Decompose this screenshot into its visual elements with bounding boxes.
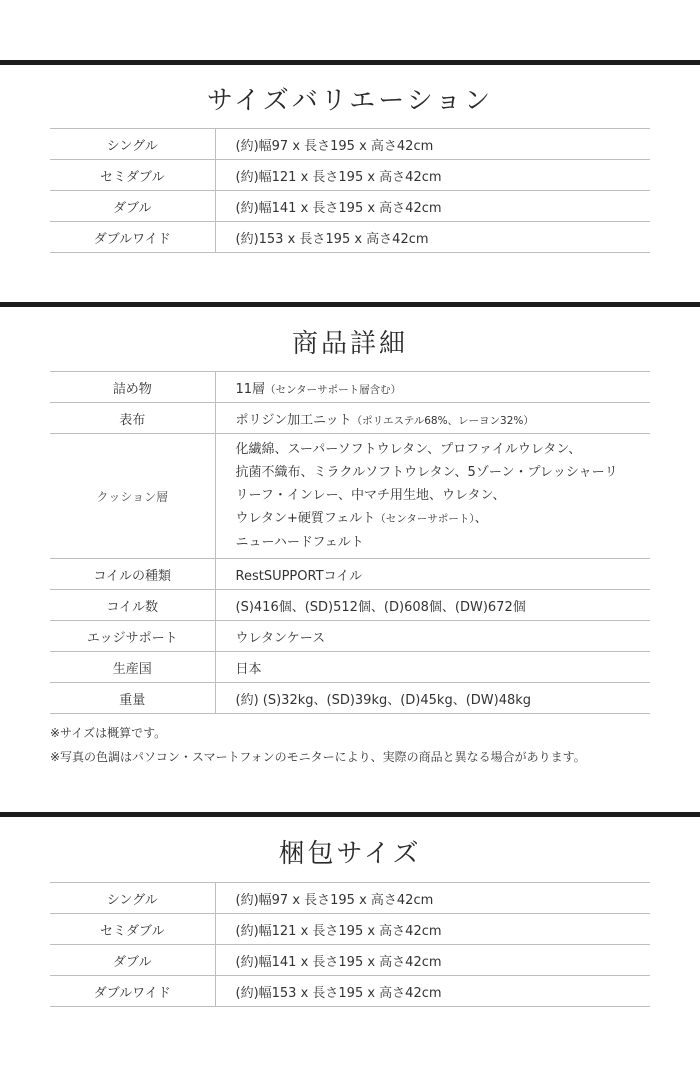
row-label: エッジサポート [50, 621, 215, 652]
row-label: ダブルワイド [50, 222, 215, 253]
value-note: （センターサポート） [375, 513, 475, 525]
row-value: RestSUPPORTコイル [235, 568, 363, 584]
row-label: 生産国 [50, 652, 215, 683]
row-label: セミダブル [50, 160, 215, 191]
table-row [50, 883, 650, 914]
table-row [50, 945, 650, 976]
row-label: 表布 [50, 403, 215, 434]
value-note: （ポリエステル68%、レーヨン32%） [351, 414, 534, 427]
row-value [215, 372, 650, 403]
table-row [50, 976, 650, 1007]
value-main: 11層 [235, 381, 266, 397]
note-text: ※写真の色調はパソコン・スマートフォンのモニターにより、実際の商品と異なる場合があります。 [50, 750, 586, 764]
row-value: (約)幅121 x 長さ195 x 高さ42cm [235, 923, 442, 939]
row-value: (約)幅141 x 長さ195 x 高さ42cm [235, 200, 442, 216]
table-row [50, 683, 650, 714]
row-label: ダブルワイド [50, 976, 215, 1007]
table-row [50, 222, 650, 253]
section-divider [0, 302, 700, 307]
row-label: コイル数 [50, 590, 215, 621]
row-label: クッション層 [50, 434, 215, 559]
value-main: ウレタン+硬質フェルト [235, 511, 376, 526]
row-value: (約)153 x 長さ195 x 高さ42cm [235, 231, 429, 247]
package-size-table [50, 882, 650, 1007]
row-value: ウレタンケース [235, 630, 326, 646]
table-row [50, 160, 650, 191]
table-row [50, 652, 650, 683]
size-variation-title: サイズバリエーション [206, 86, 494, 116]
section-divider [0, 60, 700, 65]
value-line: ニューハードフェルト [235, 535, 364, 550]
row-label: シングル [50, 129, 215, 160]
row-value: (約)幅141 x 長さ195 x 高さ42cm [235, 954, 442, 970]
value-line: リーフ・インレー、中マチ用生地、ウレタン、 [235, 488, 506, 503]
table-row [50, 372, 650, 403]
row-value: (約)幅97 x 長さ195 x 高さ42cm [235, 892, 434, 908]
row-value [215, 403, 650, 434]
table-row [50, 914, 650, 945]
table-row [50, 403, 650, 434]
table-row [50, 590, 650, 621]
value-main: ポリジン加工ニット [235, 412, 352, 428]
row-label: ダブル [50, 191, 215, 222]
row-value: (約) (S)32kg、(SD)39kg、(D)45kg、(DW)48kg [235, 692, 532, 708]
row-label: 詰め物 [50, 372, 215, 403]
table-row [50, 129, 650, 160]
notes [50, 724, 586, 772]
row-value: (約)幅97 x 長さ195 x 高さ42cm [235, 138, 434, 154]
size-variation-table [50, 128, 650, 253]
note-text: ※サイズは概算です。 [50, 726, 167, 740]
table-row [50, 434, 650, 559]
section-divider [0, 812, 700, 817]
row-value: (S)416個、(SD)512個、(D)608個、(DW)672個 [235, 599, 526, 615]
value-line [236, 507, 651, 531]
row-value: (約)幅153 x 長さ195 x 高さ42cm [235, 985, 442, 1001]
row-label: コイルの種類 [50, 559, 215, 590]
value-line: 抗菌不織布、ミラクルソフトウレタン、5ゾーン・プレッシャーリ [235, 465, 618, 480]
table-row [50, 621, 650, 652]
row-value [215, 434, 650, 559]
value-note: （センターサポート層含む） [265, 383, 402, 396]
row-value: 日本 [235, 661, 262, 677]
value-line: 化繊綿、スーパーソフトウレタン、プロファイルウレタン、 [235, 442, 582, 457]
row-label: シングル [50, 883, 215, 914]
row-label: 重量 [50, 683, 215, 714]
table-row [50, 191, 650, 222]
value-tail: 、 [474, 511, 488, 526]
row-label: セミダブル [50, 914, 215, 945]
package-size-title: 梱包サイズ [278, 839, 422, 869]
product-details-table [50, 371, 650, 714]
row-value: (約)幅121 x 長さ195 x 高さ42cm [235, 169, 442, 185]
table-row [50, 559, 650, 590]
row-label: ダブル [50, 945, 215, 976]
product-details-title: 商品詳細 [291, 329, 408, 359]
